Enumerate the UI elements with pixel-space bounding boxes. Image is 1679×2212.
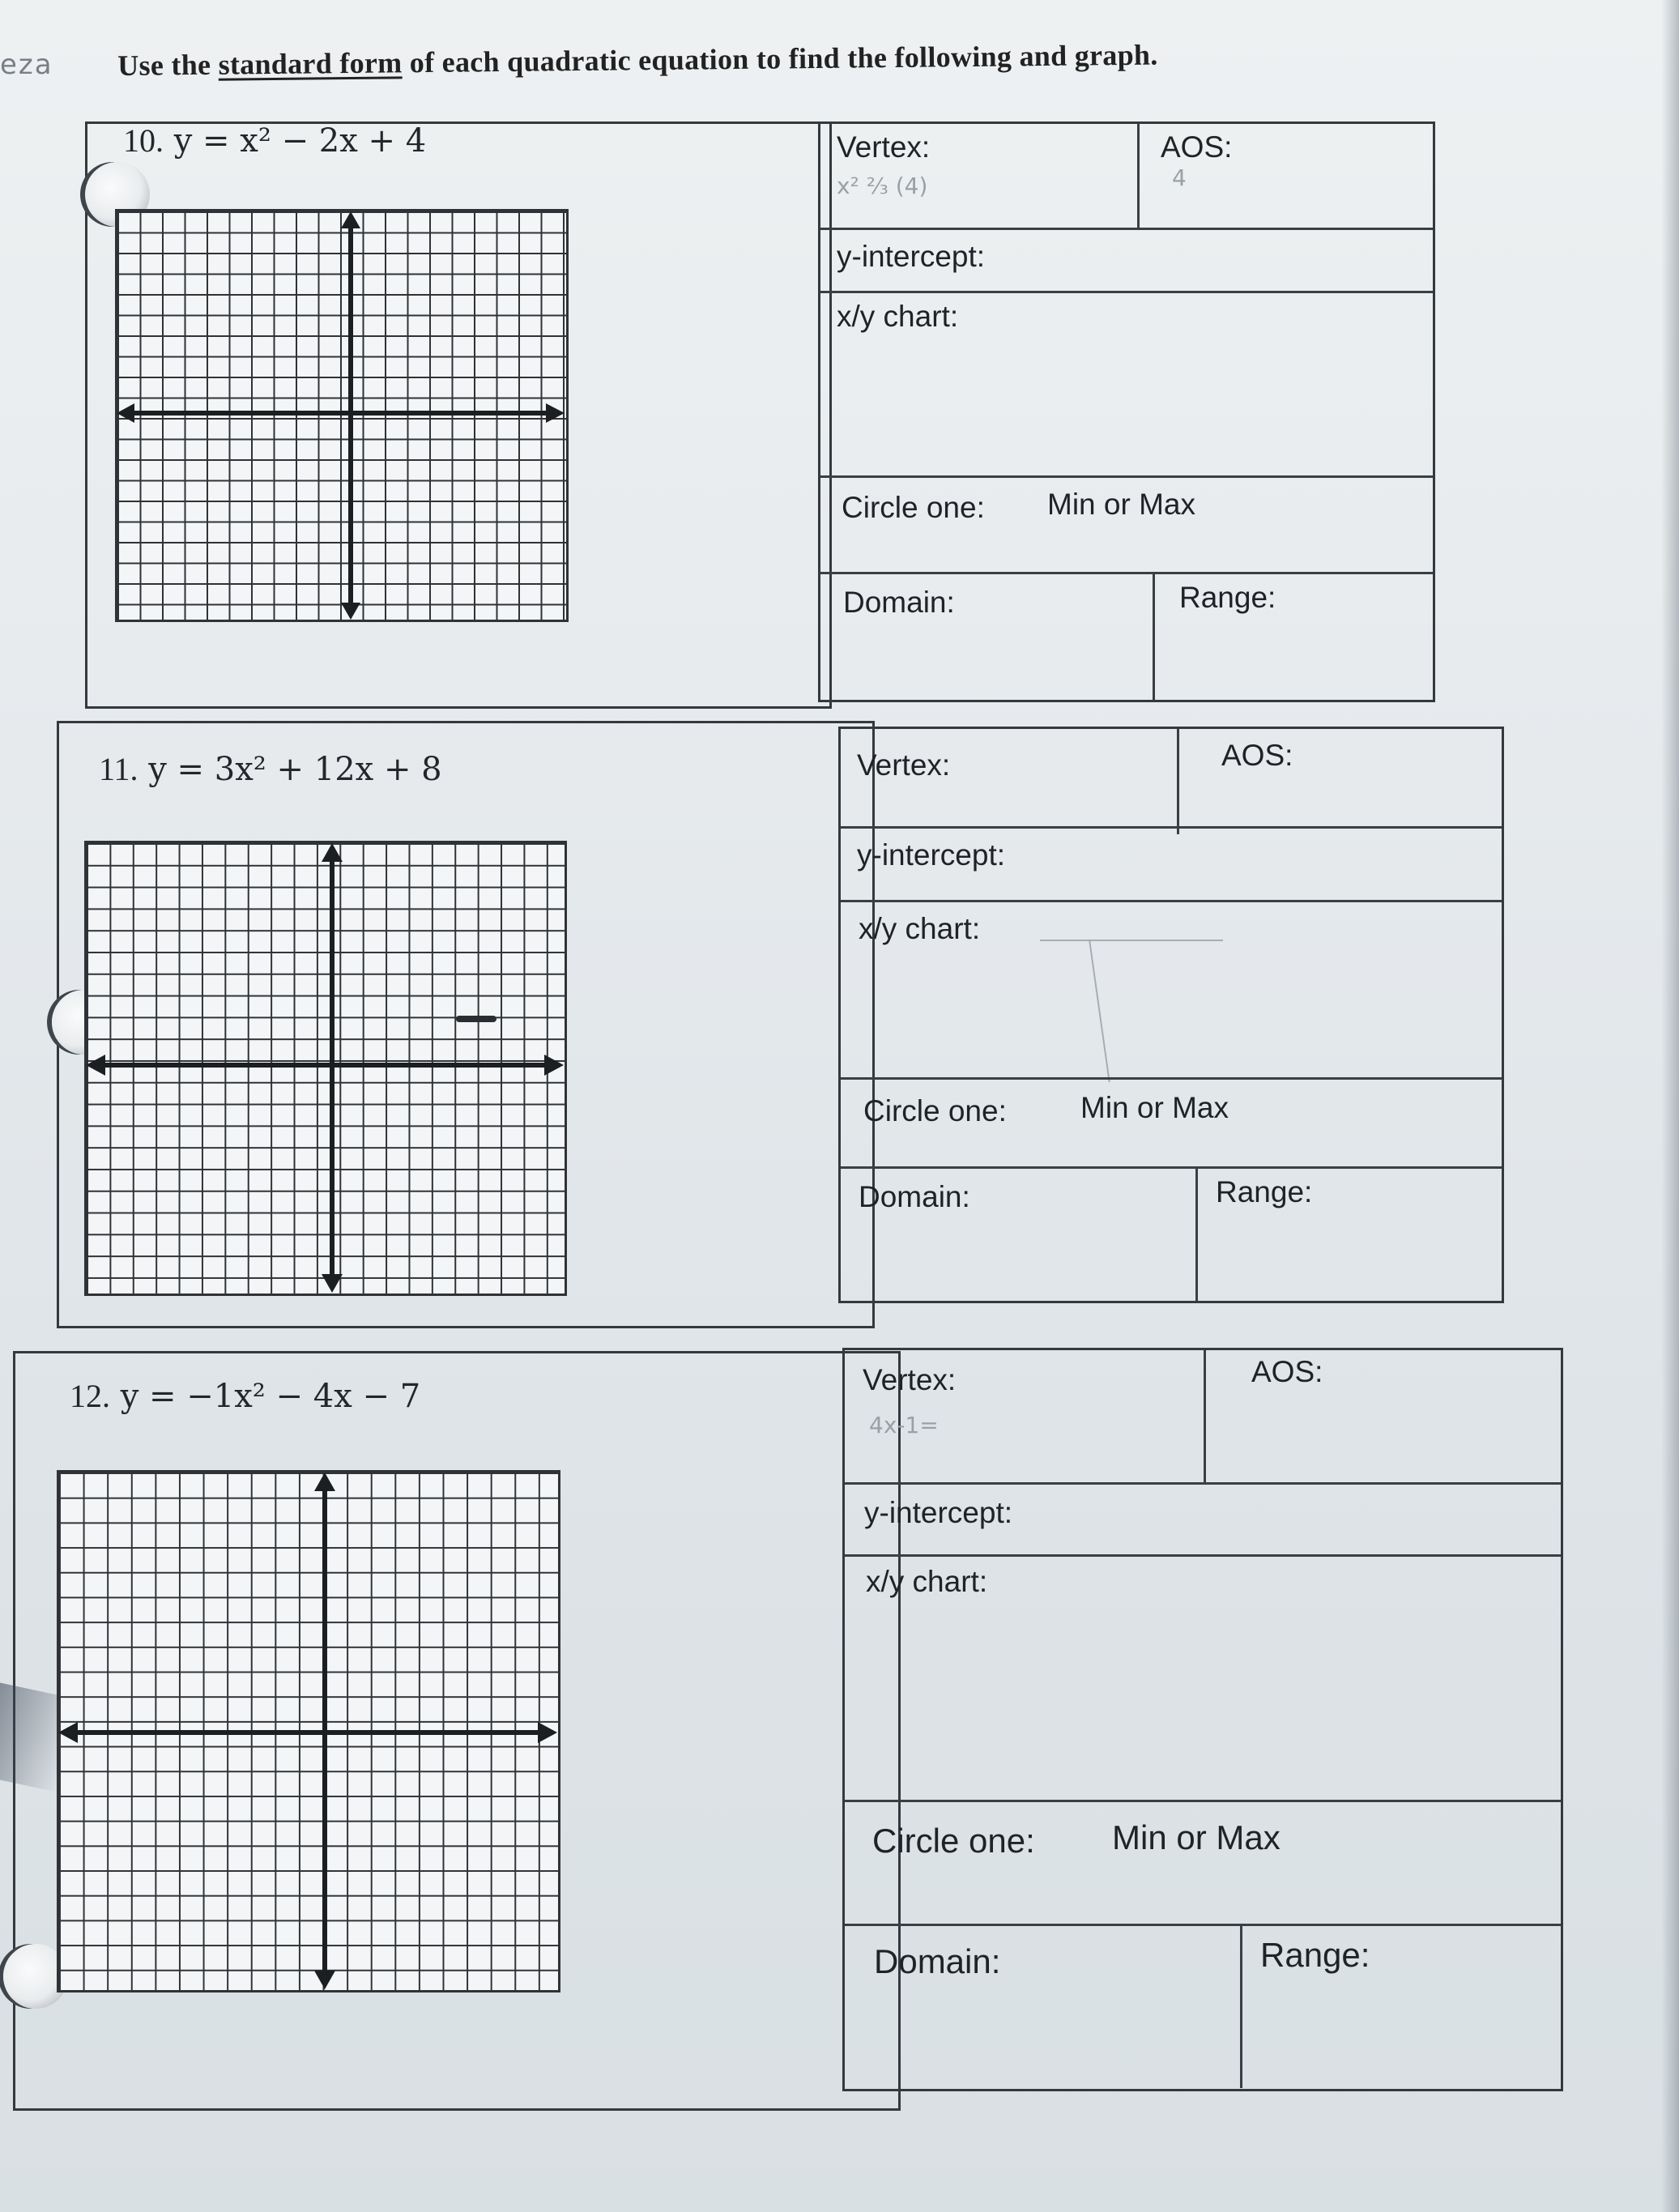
min-max-cell[interactable] bbox=[845, 1802, 1561, 1925]
pen-shadow bbox=[0, 1683, 57, 1792]
instruction-prefix: Use the bbox=[117, 48, 219, 82]
domain-cell[interactable] bbox=[845, 1926, 1240, 2088]
range-cell[interactable] bbox=[1242, 1926, 1561, 2088]
xy-chart-cell[interactable] bbox=[820, 293, 1433, 481]
axis-arrows bbox=[84, 841, 567, 1296]
range-cell[interactable] bbox=[1198, 1169, 1498, 1301]
equation-text: y = 3x² + 12x + 8 bbox=[148, 751, 442, 788]
aos-cell[interactable] bbox=[1179, 729, 1502, 834]
aos-label: AOS: bbox=[1161, 130, 1233, 164]
problem-12-equation bbox=[70, 1377, 420, 1415]
min-or-max-option[interactable]: Min or Max bbox=[1080, 1091, 1229, 1124]
problem-12-answer-panel bbox=[842, 1348, 1563, 2091]
min-or-max-option[interactable]: Min or Max bbox=[1112, 1818, 1281, 1856]
y-axis-arrow-up bbox=[341, 211, 360, 228]
name-fragment: eza bbox=[0, 49, 53, 81]
y-axis-arrow-down bbox=[341, 603, 360, 620]
y-axis-arrow-up bbox=[322, 843, 343, 862]
vertex-pencil-work: x² ⅔ (4) bbox=[837, 173, 928, 199]
equation-text: y = x² − 2x + 4 bbox=[173, 122, 427, 160]
circle-one-label: Circle one: bbox=[872, 1822, 1035, 1860]
domain-label: Domain: bbox=[874, 1942, 1001, 1980]
problem-11-equation bbox=[99, 750, 442, 788]
y-axis-arrow-up bbox=[314, 1473, 335, 1491]
y-intercept-label: y-intercept: bbox=[837, 240, 986, 273]
vertex-cell[interactable] bbox=[841, 729, 1177, 834]
xy-chart-cell[interactable] bbox=[845, 1557, 1561, 1801]
domain-cell[interactable] bbox=[820, 574, 1153, 700]
pencil-chart-rule bbox=[1089, 940, 1110, 1083]
xy-chart-label: x/y chart: bbox=[866, 1565, 988, 1598]
instructions bbox=[117, 38, 1158, 83]
aos-label: AOS: bbox=[1251, 1355, 1323, 1388]
x-axis-arrow-left bbox=[86, 1055, 105, 1076]
instruction-underlined: standard form bbox=[218, 46, 403, 81]
y-axis-arrow-down bbox=[314, 1971, 335, 1989]
problem-10-equation bbox=[123, 121, 426, 160]
coordinate-grid[interactable] bbox=[115, 209, 569, 622]
min-max-cell[interactable] bbox=[820, 478, 1433, 570]
pencil-chart-rule bbox=[1040, 940, 1223, 941]
domain-label: Domain: bbox=[843, 586, 955, 619]
aos-cell[interactable] bbox=[1140, 124, 1431, 229]
problem-10-answer-panel bbox=[818, 121, 1435, 702]
vertex-label: Vertex: bbox=[837, 130, 931, 164]
vertex-label: Vertex: bbox=[857, 748, 951, 782]
y-intercept-cell[interactable] bbox=[841, 829, 1502, 900]
page-edge-shadow bbox=[1661, 0, 1679, 2212]
axis-arrows bbox=[115, 209, 569, 622]
x-axis-arrow-right bbox=[546, 403, 565, 423]
domain-cell[interactable] bbox=[841, 1169, 1195, 1301]
aos-pencil-work: 4 bbox=[1172, 164, 1187, 191]
equation-text: y = −1x² − 4x − 7 bbox=[120, 1378, 421, 1415]
vertex-cell[interactable] bbox=[820, 124, 1138, 229]
aos-cell[interactable] bbox=[1206, 1350, 1561, 1485]
problem-11-answer-panel bbox=[838, 727, 1504, 1303]
x-axis-arrow-left bbox=[117, 403, 134, 423]
vertex-label: Vertex: bbox=[863, 1363, 957, 1396]
y-intercept-label: y-intercept: bbox=[857, 838, 1006, 872]
range-label: Range: bbox=[1260, 1936, 1370, 1974]
circle-one-label: Circle one: bbox=[842, 491, 985, 524]
range-cell[interactable] bbox=[1155, 574, 1430, 700]
vertex-pencil-work: 4x-1= bbox=[869, 1412, 939, 1438]
range-label: Range: bbox=[1216, 1175, 1313, 1208]
coordinate-grid[interactable] bbox=[57, 1470, 560, 1993]
xy-chart-cell[interactable] bbox=[841, 902, 1502, 1079]
pencil-smudge bbox=[456, 1016, 496, 1022]
min-or-max-option[interactable]: Min or Max bbox=[1047, 488, 1195, 521]
circle-one-label: Circle one: bbox=[863, 1094, 1007, 1127]
y-intercept-cell[interactable] bbox=[845, 1485, 1561, 1556]
instruction-suffix: of each quadratic equation to find the following and graph. bbox=[402, 38, 1158, 79]
coordinate-grid[interactable] bbox=[84, 841, 567, 1296]
axis-arrows bbox=[57, 1470, 560, 1993]
y-intercept-cell[interactable] bbox=[820, 230, 1433, 292]
aos-label: AOS: bbox=[1221, 739, 1293, 772]
xy-chart-label: x/y chart: bbox=[859, 912, 981, 945]
x-axis-arrow-left bbox=[58, 1722, 78, 1743]
x-axis-arrow-right bbox=[538, 1722, 557, 1743]
problem-number: 11. bbox=[99, 751, 138, 787]
domain-label: Domain: bbox=[859, 1180, 970, 1213]
vertex-cell[interactable] bbox=[845, 1350, 1204, 1485]
min-max-cell[interactable] bbox=[841, 1080, 1502, 1170]
range-label: Range: bbox=[1179, 581, 1276, 614]
y-axis-arrow-down bbox=[322, 1274, 343, 1293]
problem-number: 12. bbox=[70, 1378, 110, 1414]
y-intercept-label: y-intercept: bbox=[864, 1496, 1013, 1529]
xy-chart-label: x/y chart: bbox=[837, 300, 959, 333]
x-axis-arrow-right bbox=[544, 1055, 564, 1076]
problem-number: 10. bbox=[123, 122, 164, 159]
